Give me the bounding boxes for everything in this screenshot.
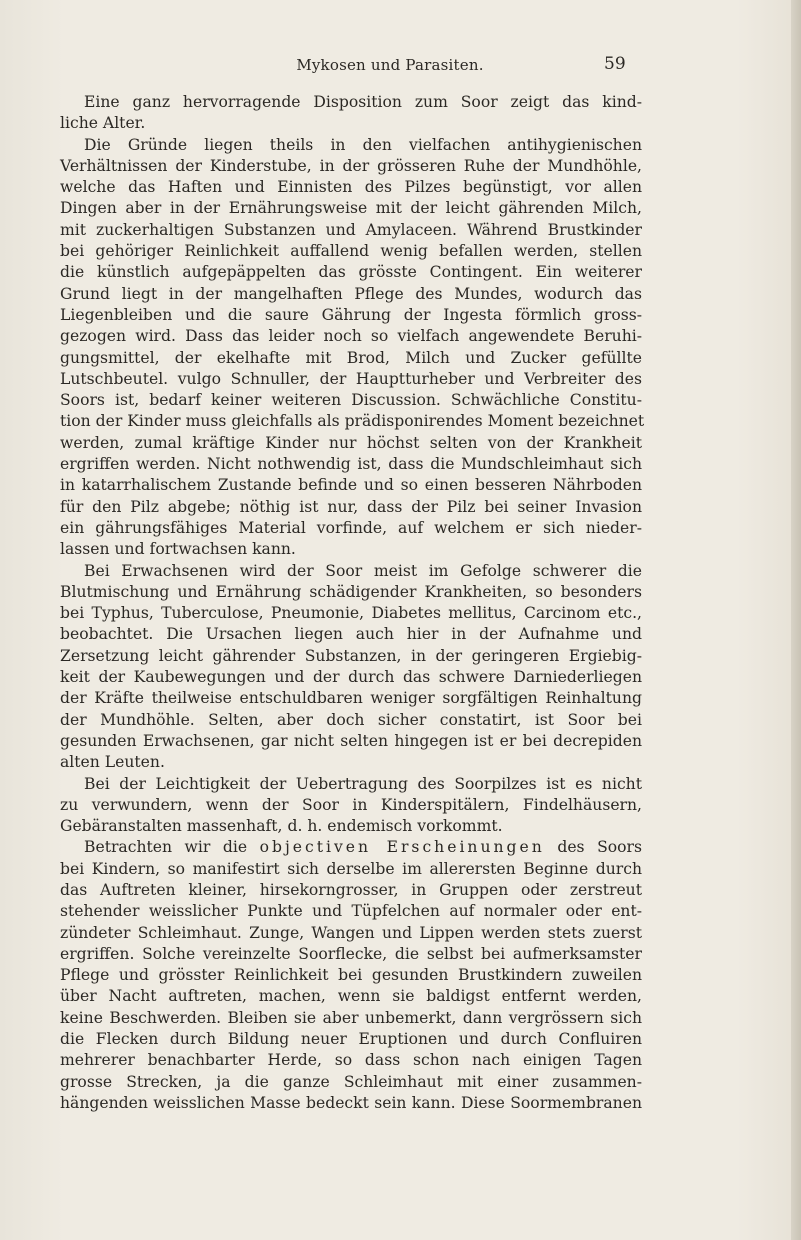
page-edge-shadow — [791, 0, 801, 1240]
text-line: die künstlich aufgepäppelten das grösste Contingent. Ein weiterer — [60, 263, 642, 282]
text-line: der Mundhöhle. Selten, aber doch sicher constatirt, ist Soor bei — [60, 710, 642, 729]
text-line: der Kräfte theilweise entschuldbaren weniger sorgfältigen Reinhaltung — [60, 689, 642, 708]
text-line: ein gährungsfähiges Material vorfinde, auf welchem er sich nieder- — [60, 518, 642, 537]
text-line: Lutschbeutel. vulgo Schnuller, der Hauptturheber und Verbreiter des — [60, 369, 642, 388]
text-line: Betrachten wir die objectiven Erscheinungen des Soors — [84, 838, 642, 857]
text-line: Dingen aber in der Ernährungsweise mit der leicht gährenden Milch, — [60, 199, 642, 218]
text-line: tion der Kinder muss gleichfalls als prädisponirendes Moment bezeichnet — [60, 412, 645, 431]
text-line: keit der Kaubewegungen und der durch das schwere Darniederliegen — [60, 668, 642, 687]
text-line: Soors ist, bedarf keiner weiteren Discussion. Schwächliche Constitu- — [60, 391, 642, 410]
text-line: hängenden weisslichen Masse bedeckt sein kann. Diese Soormembranen — [60, 1093, 642, 1112]
text-line: Verhältnissen der Kinderstube, in der grösseren Ruhe der Mundhöhle, — [60, 156, 642, 175]
text-line: mehrerer benachbarter Herde, so dass schon nach einigen Tagen — [60, 1051, 642, 1070]
text-line: beobachtet. Die Ursachen liegen auch hier in der Aufnahme und — [60, 625, 642, 644]
page-number: 59 — [604, 54, 626, 74]
text-line: Zersetzung leicht gährender Substanzen, in der geringeren Ergiebig- — [60, 646, 642, 665]
text-line: bei gehöriger Reinlichkeit auffallend wenig befallen werden, stellen — [60, 242, 642, 261]
text-line: mit zuckerhaltigen Substanzen und Amylaceen. Während Brustkinder — [60, 220, 642, 239]
text-line: zu verwundern, wenn der Soor in Kinderspitälern, Findelhäusern, — [60, 795, 642, 814]
text-line: Liegenbleiben und die saure Gährung der Ingesta förmlich gross- — [60, 305, 642, 324]
text-line: gungsmittel, der ekelhafte mit Brod, Milch und Zucker gefüllte — [60, 348, 642, 367]
text-line: Grund liegt in der mangelhaften Pflege des Mundes, wodurch das — [60, 284, 642, 303]
text-line: ergriffen werden. Nicht nothwendig ist, dass die Mundschleimhaut sich — [60, 455, 642, 474]
text-line: das Auftreten kleiner, hirsekorngrosser, in Gruppen oder zerstreut — [60, 880, 642, 899]
text-line: liche Alter. — [60, 114, 146, 133]
text-line: Blutmischung und Ernährung schädigender Krankheiten, so besonders — [60, 582, 642, 601]
text-line: Gebäranstalten massenhaft, d. h. endemisch vorkommt. — [60, 817, 503, 836]
text-line: bei Kindern, so manifestirt sich derselbe im allerersten Beginne durch — [60, 859, 642, 878]
text-line: ergriffen. Solche vereinzelte Soorflecke, die selbst bei aufmerksamster — [60, 944, 642, 963]
text-line: Bei Erwachsenen wird der Soor meist im Gefolge schwerer die — [84, 561, 642, 580]
text-line: werden, zumal kräftige Kinder nur höchst selten von der Krankheit — [60, 433, 642, 452]
text-line: Eine ganz hervorragende Disposition zum Soor zeigt das kind- — [84, 93, 642, 111]
text-line: Pflege und grösster Reinlichkeit bei gesunden Brustkindern zuweilen — [60, 966, 642, 985]
text-line: bei Typhus, Tuberculose, Pneumonie, Diabetes mellitus, Carcinom etc., — [60, 604, 642, 623]
text-line: stehender weisslicher Punkte und Tüpfelchen auf normaler oder ent- — [60, 902, 642, 921]
text-line: gezogen wird. Dass das leider noch so vielfach angewendete Beruhi- — [60, 327, 642, 346]
text-line: Bei der Leichtigkeit der Uebertragung des Soorpilzes ist es nicht — [84, 774, 642, 793]
text-line: zündeter Schleimhaut. Zunge, Wangen und Lippen werden stets zuerst — [60, 923, 642, 942]
text-line: welche das Haften und Einnisten des Pilzes begünstigt, vor allen — [60, 178, 642, 197]
body-text — [60, 92, 645, 1114]
text-line: Die Gründe liegen theils in den vielfachen antihygienischen — [84, 135, 642, 154]
page-header — [0, 56, 801, 78]
running-title: Mykosen und Parasiten. — [296, 56, 484, 74]
text-line: grosse Strecken, ja die ganze Schleimhaut mit einer zusammen- — [60, 1072, 642, 1091]
text-line: die Flecken durch Bildung neuer Eruptionen und durch Confluiren — [60, 1030, 642, 1049]
text-line: lassen und fortwachsen kann. — [60, 540, 296, 559]
emphasis-spaced: objectiven Erscheinungen — [259, 838, 545, 857]
text-line: keine Beschwerden. Bleiben sie aber unbemerkt, dann vergrössern sich — [60, 1008, 642, 1027]
text-line: alten Leuten. — [60, 753, 165, 772]
text-line: über Nacht auftreten, machen, wenn sie baldigst entfernt werden, — [60, 987, 642, 1006]
text-line: für den Pilz abgebe; nöthig ist nur, dass der Pilz bei seiner Invasion — [60, 497, 642, 516]
text-line: in katarrhalischem Zustande befinde und so einen besseren Nährboden — [60, 476, 642, 495]
text-line: gesunden Erwachsenen, gar nicht selten hingegen ist er bei decrepiden — [60, 731, 642, 750]
